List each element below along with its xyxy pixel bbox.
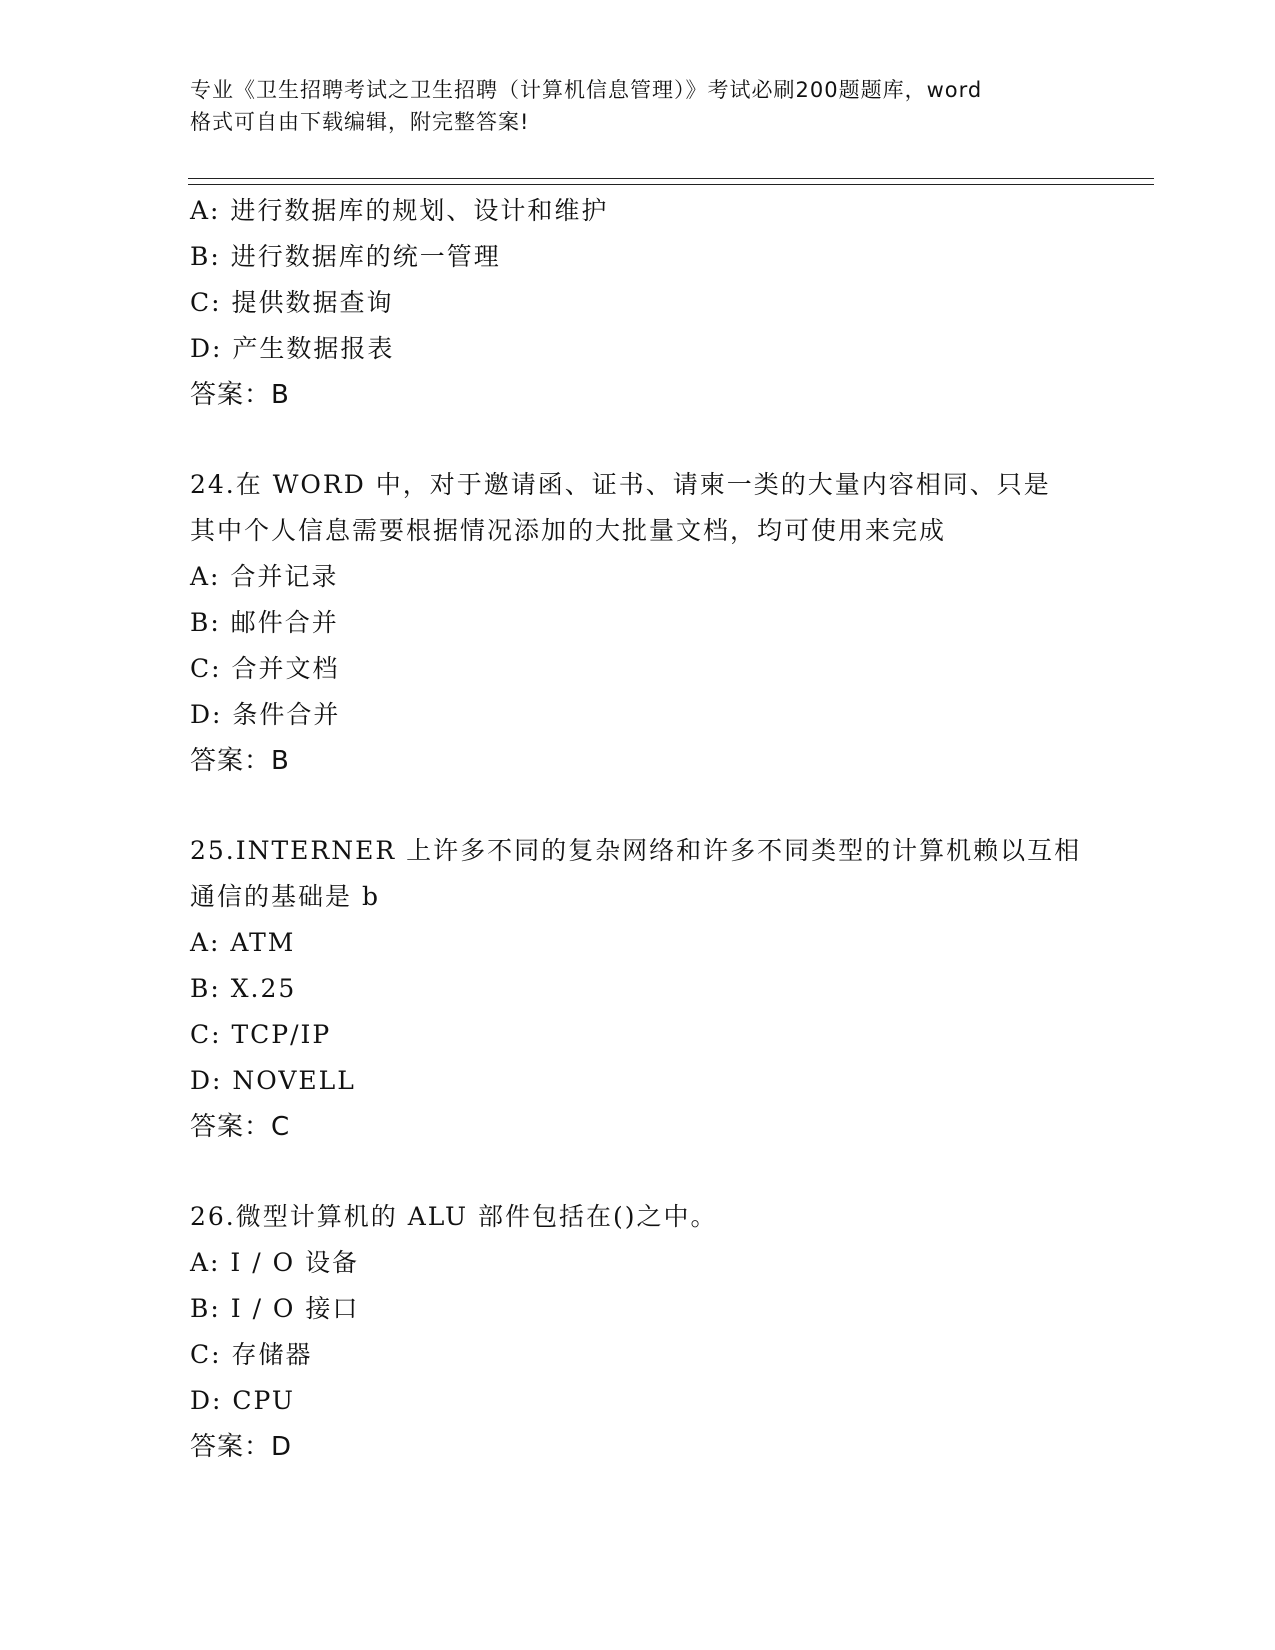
option-d: D: 条件合并	[190, 700, 341, 729]
option-b: B: I / O 接口	[190, 1294, 360, 1323]
question-text-line: 通信的基础是 b	[190, 882, 380, 911]
option-b: B: 进行数据库的统一管理	[190, 242, 501, 271]
answer-line: 答案：B	[190, 746, 290, 776]
question-block-23	[190, 188, 1110, 418]
header-rule-top	[188, 178, 1154, 179]
option-a: A: 合并记录	[190, 562, 339, 591]
answer-line: 答案：D	[190, 1432, 293, 1462]
option-c: C: 合并文档	[190, 654, 340, 683]
option-c: C: 存储器	[190, 1340, 313, 1369]
option-a: A: I / O 设备	[190, 1248, 360, 1277]
option-c: C: TCP/IP	[190, 1020, 332, 1049]
option-c: C: 提供数据查询	[190, 288, 394, 317]
question-text-line: 24.在 WORD 中，对于邀请函、证书、请柬一类的大量内容相同、只是	[190, 470, 1051, 499]
option-b: B: 邮件合并	[190, 608, 339, 637]
option-d: D: 产生数据报表	[190, 334, 395, 363]
question-text-line: 其中个人信息需要根据情况添加的大批量文档，均可使用来完成	[190, 516, 947, 545]
header-line-2: 格式可自由下载编辑，附完整答案!	[190, 110, 530, 134]
answer-line: 答案：C	[190, 1112, 291, 1142]
option-b: B: X.25	[190, 974, 297, 1003]
question-list	[190, 188, 1110, 1470]
header-rule-bottom	[188, 184, 1154, 185]
document-header	[190, 74, 1090, 138]
option-a: A: ATM	[190, 928, 296, 957]
option-d: D: CPU	[190, 1386, 295, 1415]
option-a: A: 进行数据库的规划、设计和维护	[190, 196, 609, 225]
answer-line: 答案：B	[190, 380, 290, 410]
question-block-26	[190, 1194, 1110, 1470]
question-text-line: 25.INTERNER 上许多不同的复杂网络和许多不同类型的计算机赖以互相	[190, 836, 1082, 865]
question-block-25	[190, 828, 1110, 1150]
question-text-line: 26.微型计算机的 ALU 部件包括在()之中。	[190, 1202, 718, 1231]
header-line-1: 专业《卫生招聘考试之卫生招聘（计算机信息管理）》考试必刷200题题库，word	[190, 78, 983, 102]
option-d: D: NOVELL	[190, 1066, 356, 1095]
question-block-24	[190, 462, 1110, 784]
